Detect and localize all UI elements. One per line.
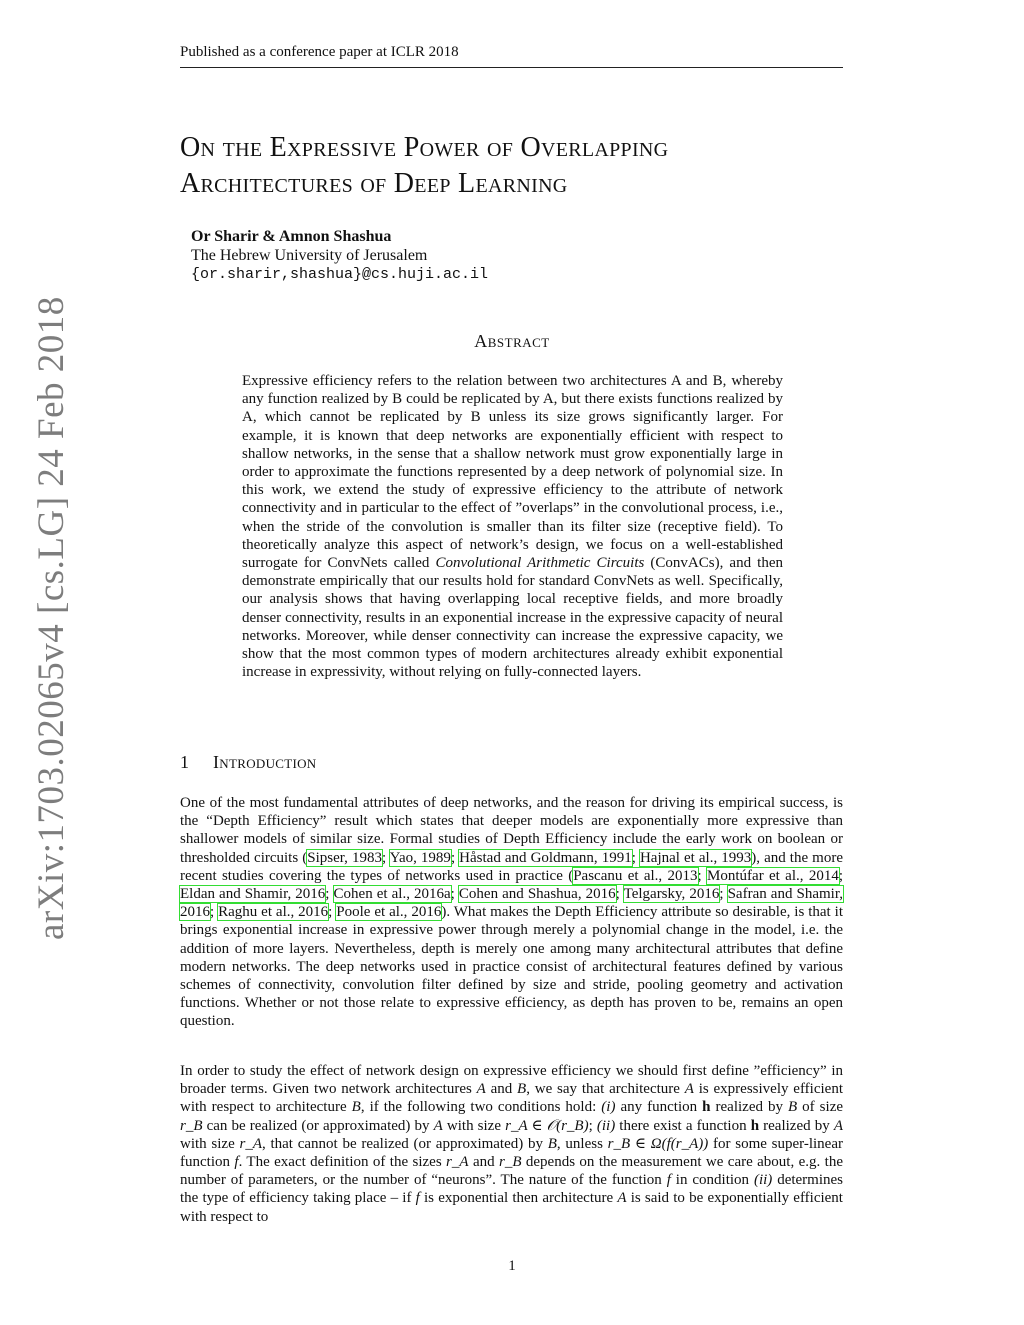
text-span: and (485, 1081, 518, 1098)
text-span: for some super-linear function (180, 1135, 843, 1171)
text-span: , that cannot be realized (or approximated) by (261, 1135, 548, 1152)
text-span: ), and the more recent studies covering the types of networks used in practice ( (180, 849, 843, 884)
text-span: In order to study the effect of network design on expressive efficiency we should first define ”efficiency” in broader terms. Given two network architectures (180, 1063, 843, 1098)
section-number: 1 (180, 752, 190, 772)
text-span: ; (450, 849, 460, 866)
math-symbol: A (833, 1117, 843, 1134)
text-span: determines the type of efficiency taking place – if (180, 1172, 843, 1207)
math-symbol: B (351, 1099, 361, 1116)
author-block (191, 227, 488, 284)
text-span: ; (588, 1117, 597, 1134)
text-span: ; (210, 904, 219, 921)
citation-link[interactable]: Poole et al., 2016 (336, 904, 442, 921)
text-span: ; (697, 867, 708, 884)
author-names: Or Sharir & Amnon Shashua (191, 228, 392, 245)
text-span: ; (719, 886, 728, 903)
math-symbol: A (617, 1190, 627, 1207)
text-span: with size (442, 1117, 506, 1134)
citation-link[interactable]: Yao, 1989 (389, 849, 451, 866)
math-symbol: B (788, 1099, 798, 1116)
condition-label: (ii) (753, 1172, 773, 1189)
text-span: ; (631, 849, 640, 866)
citation-link[interactable]: Håstad and Goldmann, 1991 (459, 849, 632, 866)
text-span: , we say that architecture (526, 1081, 685, 1098)
running-header: Published as a conference paper at ICLR 2018 (180, 44, 843, 68)
citation-link[interactable]: Telgarsky, 2016 (623, 886, 720, 903)
math-symbol: r_A (239, 1135, 262, 1152)
citation-link[interactable]: Pascanu et al., 2013 (573, 867, 698, 884)
text-span: ; (325, 886, 334, 903)
math-symbol: r_B (499, 1154, 522, 1171)
math-symbol: A (684, 1081, 694, 1098)
math-symbol: A (433, 1117, 443, 1134)
math-symbol: f (234, 1154, 239, 1171)
math-expression: r_B ∈ Ω(f(r_A)) (607, 1135, 709, 1152)
math-symbol: r_B (180, 1117, 203, 1134)
paper-title (180, 130, 840, 202)
section-title: Introduction (213, 752, 317, 772)
author-affiliation: The Hebrew University of Jerusalem (191, 247, 428, 264)
citation-link[interactable]: Montúfar et al., 2014 (707, 867, 839, 884)
author-email[interactable]: {or.sharir,shashua}@cs.huji.ac.il (191, 266, 489, 283)
text-span: there exist a function (615, 1117, 751, 1134)
text-span: , unless (556, 1135, 608, 1152)
section-heading (180, 752, 316, 773)
math-symbol: B (547, 1135, 557, 1152)
text-span: is exponential then architecture (419, 1190, 618, 1207)
text-span: is expressively efficient with respect to architecture (180, 1081, 843, 1116)
math-symbol: h (750, 1117, 760, 1134)
condition-label: (i) (601, 1099, 616, 1116)
text-span: and (468, 1154, 499, 1171)
text-span: ; (381, 849, 390, 866)
text-span: depends on the measurement we care about, e.g. the number of parameters, or the number of “neurons”. The nature of the function (180, 1154, 843, 1189)
citation-link[interactable]: Sipser, 1983 (307, 849, 382, 866)
text-span: in condition (670, 1172, 754, 1189)
math-symbol: B (517, 1081, 527, 1098)
text-span: One of the most fundamental attributes of deep networks, and the reason for driving its empirical success, is the “Depth Efficiency” result which states that deeper models are exponentially more expressive than shallower models of similar size. Formal studies of Depth Efficiency include the early work on boolean or thresholded circuits ( (180, 795, 843, 866)
citation-link[interactable]: Hajnal et al., 1993 (639, 849, 752, 866)
text-span: ; (328, 904, 337, 921)
title-line-2: Architectures of Deep Learning (180, 168, 568, 199)
citation-link[interactable]: Eldan and Shamir, 2016 (180, 886, 326, 903)
text-span: ; (838, 867, 844, 884)
citation-link[interactable]: Cohen et al., 2016a (333, 886, 451, 903)
condition-label: (ii) (596, 1117, 616, 1134)
text-span: . The exact definition of the sizes (238, 1154, 447, 1171)
math-symbol: f (666, 1172, 671, 1189)
citation-link[interactable]: Raghu et al., 2016 (218, 904, 329, 921)
text-span: with size (180, 1135, 240, 1152)
abstract-text-continued: (ConvACs), and then demonstrate empirically that our results hold for standard ConvNets as well. Specifically, our analysis shows that having overlapping local receptive fields, and more broadly denser connectivity, results in an exponential increase in the expressive capacity of neural networks. Moreover, while denser connectivity can increase the expressive capacity, we show that the most common types of modern architectures already exhibit exponential increase in expressivity, without relying on fully-connected layers. (242, 555, 784, 681)
text-span: ; (615, 886, 624, 903)
text-span: realized by (710, 1099, 788, 1116)
citation-link[interactable]: Cohen and Shashua, 2016 (458, 886, 616, 903)
text-span: , if the following two conditions hold: (360, 1099, 602, 1116)
intro-paragraph-1 (180, 794, 843, 1031)
abstract-text: Expressive efficiency refers to the relation between two architectures A and B, whereby any function realized by B could be replicated by A, but there exists functions realized by A, which cannot be replicated by B unless its size grows significantly larger. For example, it is known that deep networks are exponentially efficient with respect to shallow networks, in the sense that a shallow network must grow exponentially large in order to approximate the functions represented by a deep network of polynomial size. In this work, we extend the study of expressive efficiency to the attribute of network connectivity and in particular to the effect of ”overlaps” in the convolutional process, i.e., when the stride of the convolution is smaller than its filter size (receptive field). To theoretically analyze this aspect of network’s design, we focus on a well-established surrogate for ConvNets called (242, 373, 783, 572)
math-symbol: h (702, 1099, 711, 1116)
text-span: any function (615, 1099, 703, 1116)
text-span: realized by (759, 1117, 834, 1134)
page-number: 1 (508, 1258, 516, 1274)
math-expression: r_A ∈ 𝒪(r_B) (505, 1117, 589, 1134)
text-span: of size (797, 1099, 844, 1116)
abstract-heading: Abstract (474, 331, 550, 351)
arxiv-stamp: arXiv:1703.02065v4 [cs.LG] 24 Feb 2018 (31, 296, 72, 940)
abstract-italic-term: Convolutional Arithmetic Circuits (435, 555, 645, 572)
text-span: ; (450, 886, 459, 903)
text-span: ). What makes the Depth Efficiency attribute so desirable, is that it brings exponential increase in expressive power through merely a polynomial change in the model, i.e. the addition of more layers. Nevertheless, depth is merely one among many architectural attributes that define modern networks. The deep networks used in practice consist of architectural features defined by various schemes of connectivity, convolution filter defined by size and stride, pooling geometry and activation functions. Whether or not those relate to expressive efficiency, as depth has proven to be, remains an open question. (180, 904, 843, 1030)
intro-paragraph-2 (180, 1062, 843, 1226)
citation-link[interactable]: Safran and Shamir, 2016 (180, 886, 843, 921)
title-line-1: On the Expressive Power of Overlapping (180, 132, 669, 163)
text-span: is said to be exponentially efficient with respect to (180, 1190, 843, 1225)
math-symbol: r_A (446, 1154, 469, 1171)
abstract-body (242, 372, 783, 681)
text-span: can be realized (or approximated) by (202, 1117, 434, 1134)
math-symbol: f (415, 1190, 420, 1207)
math-symbol: A (476, 1081, 486, 1098)
